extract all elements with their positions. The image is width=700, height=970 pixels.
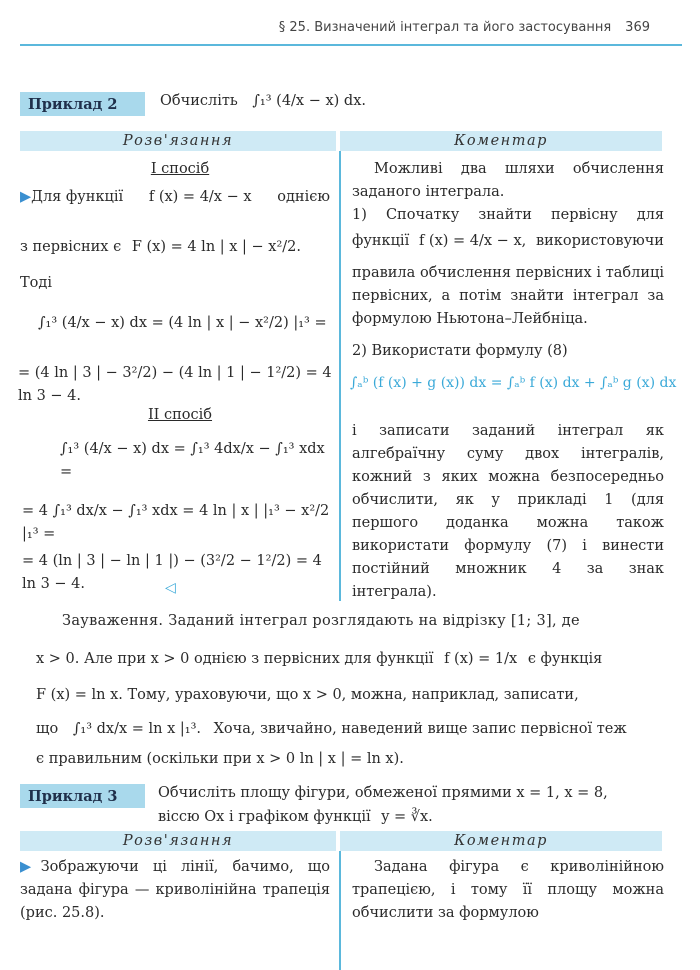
- header-rule: [20, 44, 682, 46]
- remark-line-4-text: що: [36, 721, 59, 737]
- then-word: Тоді: [20, 275, 52, 291]
- remark-line-2: [36, 648, 666, 671]
- solution-header-text: Розв'язання: [122, 133, 234, 149]
- comment-1-paragraph-3: 2) Використати формулу (8): [352, 343, 568, 359]
- example-3-label: [20, 784, 145, 808]
- method-1-equation-2: = (4 ln | 3 | − 3²/2) − (4 ln | 1 | − 1²/2) = 4 ln 3 − 4.: [18, 365, 332, 404]
- method-1-line-1: [20, 186, 330, 209]
- remark-line-4: [36, 718, 676, 741]
- method-1-equation-1: ∫₁³ (4/x − x) dx = (4 ln | x | − x²/2) |₁³ =: [38, 315, 327, 331]
- method-1-line-2-text: з первісних є: [20, 239, 122, 255]
- solution-header-2: [20, 831, 336, 851]
- method-1-line-2: [20, 236, 330, 259]
- method-2-title: II спосіб: [147, 407, 213, 423]
- comment-1-function-word: функції: [352, 233, 410, 249]
- comment-1-paragraph-4: і записати заданий інтеграл як алгебраїчну суму двох інтегралів, кожний з яких можна безпосередньо обчислити, як у прикладі 1 (для першого доданка можна також використати формулу (7) і винести постійний множник 4 за знак інтеграла).: [352, 423, 664, 600]
- method-1-line-1-tail: однією: [277, 189, 330, 205]
- remark-line-2-text: x > 0. Але при x > 0 однією з первісних для функції: [36, 651, 434, 667]
- solution-header: [20, 131, 336, 151]
- example-2-label: [20, 92, 145, 116]
- example-2-integral: ∫₁³ (4/x − x) dx.: [252, 93, 366, 109]
- formula-8: ∫ₐᵇ (f (x) + g (x)) dx = ∫ₐᵇ f (x) dx + ∫ₐᵇ g (x) dx: [350, 375, 677, 391]
- method-2-equation-1: ∫₁³ (4/x − x) dx = ∫₁³ 4dx/x − ∫₁³ xdx =: [60, 441, 325, 480]
- comment-1-paragraph-2a: 1) Спочатку знайти первісну для: [352, 207, 664, 223]
- comment-1-paragraph-2b: [352, 230, 664, 253]
- comment-3-text: Задана фігура є криволінійною трапецією, і тому її площу можна обчислити за формулою: [352, 859, 664, 921]
- column-divider: [339, 151, 341, 601]
- running-header: [279, 20, 650, 35]
- remark-line-2-tail: є функція: [527, 651, 603, 667]
- method-1-title: I спосіб: [150, 161, 210, 177]
- comment-header-text: Коментар: [454, 133, 548, 149]
- function-f-formula: f (x) = 4/x − x: [148, 189, 252, 205]
- comment-header-2: [340, 831, 662, 851]
- remark-line-4-tail: Хоча, звичайно, наведений вище запис первісної теж: [213, 721, 627, 737]
- comment-1-paragraph-2c: правила обчислення первісних і таблиці первісних, а потім знайти інтеграл за формулою Ньютона–Лейбніца.: [352, 265, 664, 327]
- example-2-task-text: Обчисліть: [160, 93, 238, 109]
- comment-1-using-word: використовуючи: [535, 233, 664, 249]
- method-2-equation-2: = 4 ∫₁³ dx/x − ∫₁³ xdx = 4 ln | x | |₁³ − x²/2 |₁³ =: [22, 503, 330, 542]
- remark-integral: ∫₁³ dx/x = ln x |₁³.: [72, 721, 201, 737]
- section-title: § 25. Визначений інтеграл та його застосування: [278, 20, 612, 35]
- column-divider-2: [339, 851, 341, 970]
- end-of-solution-icon: ◁: [165, 580, 176, 596]
- comment-1-function-formula: f (x) = 4/x − x,: [418, 233, 527, 249]
- comment-header: [340, 131, 662, 151]
- remark-function-formula: f (x) = 1/x: [444, 651, 518, 667]
- arrow-icon: ▶: [20, 859, 41, 875]
- antiderivative-formula: F (x) = 4 ln | x | − x²/2.: [131, 239, 302, 255]
- solution-3-text: Зображуючи ці лінії, бачимо, що задана фігура — криволінійна трапеція (рис. 25.8).: [20, 859, 330, 921]
- comment-header-2-text: Коментар: [454, 833, 548, 849]
- example-3-label-text: Приклад 3: [28, 787, 118, 805]
- method-1-line-1-text: Для функції: [31, 189, 124, 205]
- example-2-task: [160, 90, 460, 113]
- cube-root-function-formula: y = ∛x.: [381, 809, 433, 825]
- arrow-icon: ▶: [20, 189, 32, 205]
- example-3-task-line-2-text: віссю Ox і графіком функції: [158, 809, 371, 825]
- example-3-task-line-2: [158, 806, 658, 829]
- solution-header-2-text: Розв'язання: [122, 833, 234, 849]
- page-number: 369: [625, 20, 650, 35]
- remark-line-5: є правильним (оскільки при x > 0 ln | x | = ln x).: [36, 751, 404, 767]
- example-3-task-line-1: Обчисліть площу фігури, обмеженої прямими x = 1, x = 8,: [158, 785, 608, 801]
- remark-line-3: F (x) = ln x. Тому, ураховуючи, що x > 0, можна, наприклад, записати,: [36, 687, 579, 703]
- method-2-equation-3: = 4 (ln | 3 | − ln | 1 |) − (3²/2 − 1²/2) = 4 ln 3 − 4.: [22, 553, 322, 592]
- remark-line-1: Зауваження. Заданий інтеграл розглядають на відрізку [1; 3], де: [62, 613, 580, 629]
- example-2-label-text: Приклад 2: [28, 95, 118, 113]
- solution-3-text-block: [20, 856, 330, 925]
- comment-1-paragraph-1: Можливі два шляхи обчислення заданого інтеграла.: [352, 161, 664, 200]
